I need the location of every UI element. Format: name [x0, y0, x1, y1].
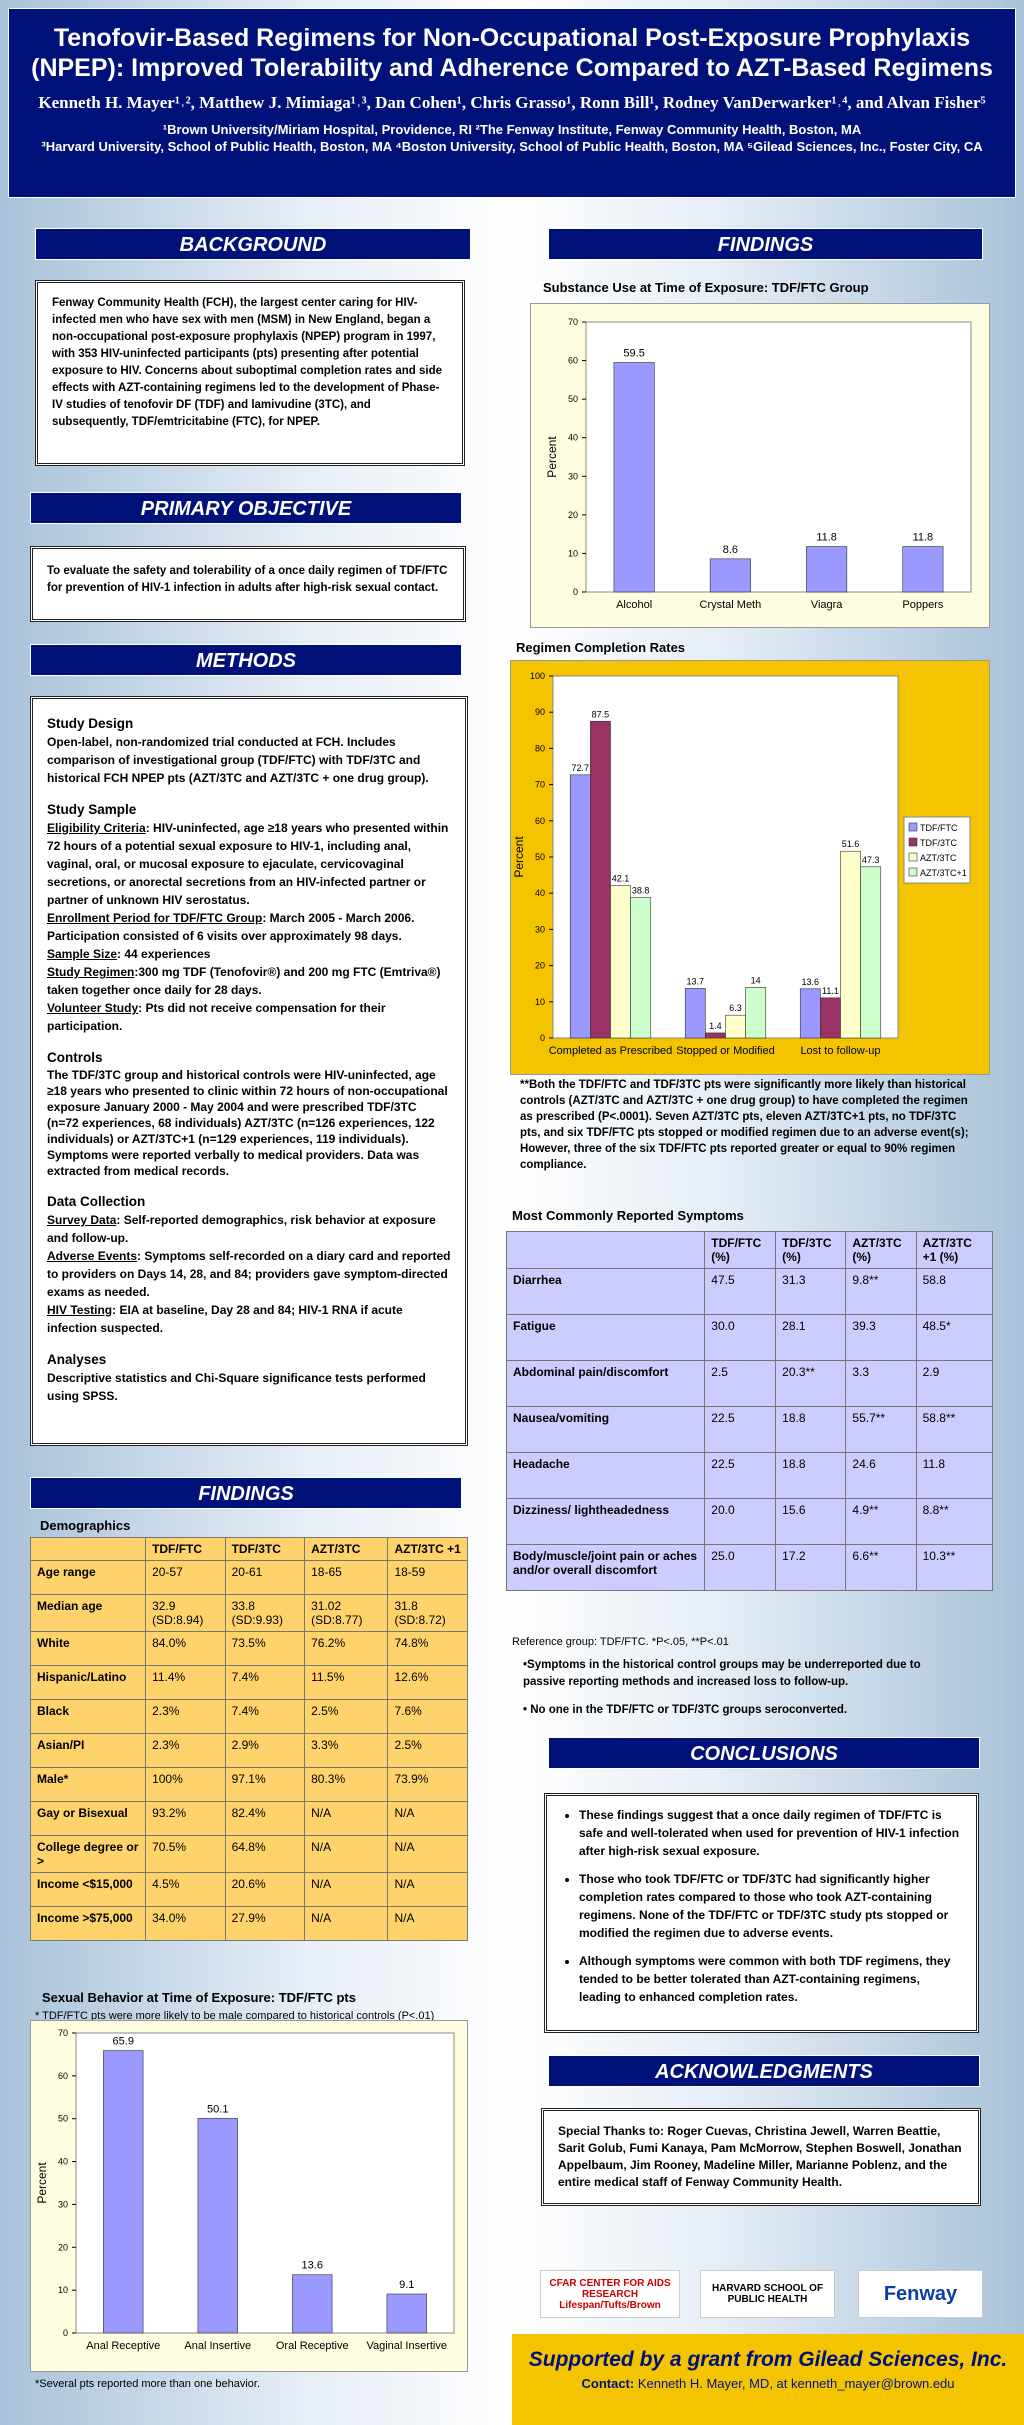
bar	[387, 2294, 427, 2333]
symptoms-bullet-2: • No one in the TDF/FTC or TDF/3TC groups seroconverted.	[523, 1704, 848, 1716]
table-cell: 58.8**	[916, 1407, 992, 1453]
findings-heading-left: FINDINGS	[30, 1477, 462, 1509]
study-design-heading: Study Design	[47, 716, 134, 731]
y-tick-label: 10	[534, 996, 545, 1007]
table-cell: 73.5%	[225, 1632, 305, 1666]
table-cell: 15.6	[776, 1499, 846, 1545]
table-header	[507, 1232, 705, 1269]
chart-completion-title: Regimen Completion Rates	[516, 640, 686, 655]
table-cell: College degree or >	[31, 1836, 146, 1873]
symptoms-table	[506, 1231, 993, 1591]
x-tick-label: Viagra	[810, 599, 843, 611]
findings-heading-right: FINDINGS	[548, 228, 983, 260]
table-cell: N/A	[305, 1802, 388, 1836]
y-tick-label: 40	[57, 2156, 68, 2167]
table-cell: 12.6%	[388, 1666, 468, 1700]
poster-header	[8, 8, 1016, 198]
table-cell: 97.1%	[225, 1768, 305, 1802]
y-tick-label: 30	[57, 2199, 68, 2210]
table-cell: 55.7**	[846, 1407, 916, 1453]
background-text: Fenway Community Health (FCH), the largest center caring for HIV-infected men who have sex with men (MSM) in New England, began a non-occupational post-exposure prophylaxis (NPEP) program in 1997, with 353 HIV-uninfected participants (pts) presenting after potential exposure to HIV. Concerns about suboptimal completion rates and side effects with AZT-containing regimens led to the development of Phase-IV studies of tenofovir DF (TDF) and lamivudine (3TC), and subsequently, TDF/emtricitabine (FTC), for NPEP.	[35, 280, 465, 466]
x-tick-label: Poppers	[902, 599, 944, 611]
table-cell: 10.3**	[916, 1545, 992, 1591]
objective-text: To evaluate the safety and tolerability of a once daily regimen of TDF/FTC for prevention of HIV-1 infection in adults after high-risk sexual contact.	[30, 546, 466, 622]
objective-heading: PRIMARY OBJECTIVE	[30, 492, 462, 524]
data-label: 8.6	[722, 543, 739, 556]
data-label: 1.4	[709, 1020, 722, 1031]
table-cell: 64.8%	[225, 1836, 305, 1873]
ack-heading: ACKNOWLEDGMENTS	[548, 2055, 980, 2087]
table-cell: 4.5%	[146, 1873, 226, 1907]
study-design-text: Open-label, non-randomized trial conducted at FCH. Includes comparison of investigational group (TDF/FTC) with TDF/3TC and historical FCH NPEP pts (AZT/3TC and AZT/3TC + one drug group).	[47, 735, 429, 785]
table-cell: 2.9	[916, 1361, 992, 1407]
table-cell: 11.4%	[146, 1666, 226, 1700]
table-row	[31, 1595, 468, 1632]
table-cell: 20.6%	[225, 1873, 305, 1907]
symptoms-caption: Most Commonly Reported Symptoms	[512, 1208, 744, 1223]
table-cell: 73.9%	[388, 1768, 468, 1802]
y-tick-label: 20	[57, 2242, 68, 2253]
data-collection-heading: Data Collection	[47, 1194, 146, 1209]
y-tick-label: 0	[572, 587, 578, 597]
table-header-row	[507, 1232, 993, 1269]
data-label: 13.6	[801, 976, 820, 987]
table-cell: 27.9%	[225, 1907, 305, 1941]
table-cell: Age range	[31, 1561, 146, 1595]
y-tick-label: 40	[567, 432, 578, 443]
table-cell: 18.8	[776, 1453, 846, 1499]
adverse-events: Adverse Events: Symptoms self-recorded on a diary card and reported to providers on Days 14, 28, and 84; providers gave symptom-directed exams as needed.	[47, 1249, 451, 1299]
table-cell: N/A	[305, 1873, 388, 1907]
y-tick-label: 30	[567, 471, 578, 482]
table-cell: 47.5	[705, 1269, 776, 1315]
legend-label: AZT/3TC+1	[920, 868, 967, 878]
y-axis-label: Percent	[512, 836, 526, 878]
table-cell: 48.5*	[916, 1315, 992, 1361]
bar	[705, 1033, 725, 1038]
data-label: 38.8	[631, 885, 650, 896]
symptoms-note: Reference group: TDF/FTC. *P<.05, **P<.01	[512, 1636, 729, 1648]
table-cell: Hispanic/Latino	[31, 1666, 146, 1700]
table-cell: 100%	[146, 1768, 226, 1802]
ack-text: Special Thanks to: Roger Cuevas, Christina Jewell, Warren Beattie, Sarit Golub, Fumi Kanaya, Pam McMorrow, Stephen Boswell, Jonathan Appelbaum, Jim Rooney, Madeline Miller, Marianne Poblenz, and the entire medical staff of Fenway Community Health.	[541, 2108, 981, 2206]
table-row	[507, 1407, 993, 1453]
data-label: 11.8	[816, 531, 837, 544]
table-cell: Diarrhea	[507, 1269, 705, 1315]
table-cell: 7.4%	[225, 1700, 305, 1734]
table-cell: 70.5%	[146, 1836, 226, 1873]
harvard-logo: HARVARD SCHOOL OF PUBLIC HEALTH	[700, 2270, 835, 2318]
table-row	[31, 1873, 468, 1907]
y-tick-label: 70	[534, 779, 545, 790]
table-row	[507, 1269, 993, 1315]
table-row	[507, 1499, 993, 1545]
table-cell: 20-57	[146, 1561, 226, 1595]
data-label: 47.3	[861, 854, 880, 865]
data-label: 59.5	[623, 347, 645, 360]
table-cell: Dizziness/ lightheadedness	[507, 1499, 705, 1545]
analyses-text: Descriptive statistics and Chi-Square significance tests performed using SPSS.	[47, 1371, 426, 1403]
data-label: 50.1	[207, 2103, 229, 2116]
bar	[631, 898, 651, 1038]
chart-sexual-behavior	[30, 2020, 468, 2372]
data-label: 9.1	[399, 2279, 415, 2291]
table-row	[507, 1453, 993, 1499]
conclusions-heading: CONCLUSIONS	[548, 1737, 980, 1769]
table-cell: 2.5%	[305, 1700, 388, 1734]
table-cell: Body/muscle/joint pain or aches and/or overall discomfort	[507, 1545, 705, 1591]
table-cell: 11.5%	[305, 1666, 388, 1700]
bar	[685, 988, 705, 1038]
legend-swatch	[909, 853, 917, 861]
demographics-caption: Demographics	[40, 1518, 131, 1533]
table-header-row	[31, 1538, 468, 1561]
data-label: 72.7	[571, 762, 590, 773]
table-cell: 20.0	[705, 1499, 776, 1545]
table-row	[31, 1768, 468, 1802]
data-label: 65.9	[112, 2035, 134, 2048]
contact-line: Contact: Kenneth H. Mayer, MD, at kenneth_mayer@brown.edu	[581, 2376, 955, 2391]
y-tick-label: 50	[534, 852, 545, 862]
table-header: TDF/3TC (%)	[776, 1232, 846, 1269]
table-cell: 22.5	[705, 1453, 776, 1499]
bar	[614, 363, 654, 593]
table-cell: 2.3%	[146, 1734, 226, 1768]
legend-swatch	[909, 868, 917, 876]
table-cell: 7.4%	[225, 1666, 305, 1700]
legend-swatch	[909, 823, 917, 831]
table-cell: 3.3	[846, 1361, 916, 1407]
fenway-logo: Fenway	[858, 2270, 983, 2318]
symptoms-bullet-1: •Symptoms in the historical control groups may be underreported due to passive reporting methods and increased loss to follow-up.	[523, 1659, 921, 1688]
bar	[726, 1015, 746, 1038]
table-cell: 80.3%	[305, 1768, 388, 1802]
table-header: AZT/3TC	[305, 1538, 388, 1561]
y-tick-label: 0	[62, 2328, 68, 2338]
bar	[611, 886, 631, 1038]
chart-substance-title: Substance Use at Time of Exposure: TDF/FTC Group	[543, 280, 869, 295]
y-tick-label: 40	[534, 888, 545, 899]
table-cell: Income >$75,000	[31, 1907, 146, 1941]
table-cell: Nausea/vomiting	[507, 1407, 705, 1453]
analyses-heading: Analyses	[47, 1352, 107, 1367]
x-tick-label: Crystal Meth	[699, 599, 762, 611]
conclusions-box	[544, 1793, 979, 2033]
table-row	[31, 1632, 468, 1666]
bar	[710, 559, 750, 592]
table-cell: 9.8**	[846, 1269, 916, 1315]
table-cell: 3.3%	[305, 1734, 388, 1768]
legend-label: TDF/3TC	[920, 838, 957, 848]
table-cell: N/A	[388, 1873, 468, 1907]
table-cell: N/A	[388, 1907, 468, 1941]
legend-label: AZT/3TC	[920, 853, 957, 863]
y-tick-label: 90	[534, 707, 545, 718]
table-cell: 2.5	[705, 1361, 776, 1407]
enrollment: Enrollment Period for TDF/FTC Group: March 2005 - March 2006. Participation consisted of 6 visits over approximately 98 days.	[47, 911, 415, 943]
bar	[861, 867, 881, 1038]
y-tick-label: 60	[567, 355, 578, 366]
authors: Kenneth H. Mayer¹˒², Matthew J. Mimiaga¹˒³, Dan Cohen¹, Chris Grasso¹, Ronn Bill¹, Rodney VanDerwarker¹˒⁴, and Alvan Fisher⁵	[38, 93, 986, 112]
data-label: 87.5	[591, 709, 610, 720]
table-cell: 11.8	[916, 1453, 992, 1499]
table-cell: Median age	[31, 1595, 146, 1632]
table-cell: 34.0%	[146, 1907, 226, 1941]
chart-substance-use	[530, 303, 990, 628]
methods-heading: METHODS	[30, 644, 462, 676]
chart-sexual-title: Sexual Behavior at Time of Exposure: TDF/FTC pts	[42, 1990, 356, 2005]
y-tick-label: 30	[534, 924, 545, 935]
volunteer-study: Volunteer Study: Pts did not receive compensation for their participation.	[47, 1001, 386, 1033]
study-regimen: Study Regimen:300 mg TDF (Tenofovir®) and 200 mg FTC (Emtriva®) taken together once daily for 28 days.	[47, 965, 441, 997]
table-cell: 22.5	[705, 1407, 776, 1453]
y-tick-label: 20	[534, 960, 545, 971]
x-tick-label: Vaginal Insertive	[366, 2340, 448, 2352]
table-cell: 31.3	[776, 1269, 846, 1315]
bar	[103, 2051, 143, 2333]
completion-note: **Both the TDF/FTC and TDF/3TC pts were significantly more likely than historical controls (AZT/3TC and AZT/3TC + one drug group) to have completed the regimen as prescribed (P<.0001). Seven AZT/3TC pts, eleven AZT/3TC+1 pts, no TDF/3TC pts, and six TDF/FTC pts stopped or modified regimen due to an adverse event(s); However, three of the six TDF/FTC pts reported greater or equal to 90% regimen compliance.	[520, 1079, 969, 1171]
table-row	[31, 1734, 468, 1768]
x-tick-label: Oral Receptive	[275, 2340, 349, 2352]
conclusion-1: • These findings suggest that a once daily regimen of TDF/FTC is safe and well-tolerated when used for prevention of HIV-1 infection after high-risk sexual exposure.	[579, 1806, 960, 1860]
y-axis-label: Percent	[545, 436, 559, 478]
table-cell: N/A	[388, 1836, 468, 1873]
eligibility: Eligibility Criteria: HIV-uninfected, age ≥18 years who presented within 72 hours of a potential sexual exposure to HIV-1, including anal, vaginal, oral, or mucosal exposure to ejaculate, cervicovaginal secretions, or anorectal secretions from an HIV-infected partner or partner of unknown HIV serostatus.	[47, 821, 449, 907]
bar	[841, 851, 861, 1038]
conclusion-3: • Although symptoms were common with both TDF regimens, they tended to be better tolerated than AZT-containing regimens, leading to enhanced completion rates.	[579, 1952, 960, 2006]
table-cell: 39.3	[846, 1315, 916, 1361]
table-cell: 31.02 (SD:8.77)	[305, 1595, 388, 1632]
table-cell: Abdominal pain/discomfort	[507, 1361, 705, 1407]
table-row	[507, 1315, 993, 1361]
sexual-note: *Several pts reported more than one behavior.	[35, 2378, 261, 2390]
y-tick-label: 70	[57, 2028, 68, 2038]
data-label: 13.6	[301, 2259, 323, 2272]
table-cell: 18-59	[388, 1561, 468, 1595]
grant-text: Supported by a grant from Gilead Sciences, Inc.	[528, 2348, 1008, 2371]
bar	[570, 775, 590, 1038]
affiliations-1: ¹Brown University/Miriam Hospital, Providence, RI ²The Fenway Institute, Fenway Community Health, Boston, MA	[162, 122, 862, 137]
data-label: 51.6	[841, 839, 860, 850]
hiv-testing: HIV Testing: EIA at baseline, Day 28 and 84; HIV-1 RNA if acute infection suspected.	[47, 1303, 403, 1335]
x-tick-label: Stopped or Modified	[676, 1045, 775, 1057]
legend-label: TDF/FTC	[920, 823, 958, 833]
table-cell: 31.8 (SD:8.72)	[388, 1595, 468, 1632]
conclusion-2: • Those who took TDF/FTC or TDF/3TC had significantly higher completion rates compared to those who took AZT-containing regimens. None of the TDF/FTC or TDF/3TC study pts stopped or modified the regimen due to adverse events.	[579, 1870, 960, 1942]
poster-title: Tenofovir-Based Regimens for Non-Occupational Post-Exposure Prophylaxis (NPEP): Improved Tolerability and Adherence Compared to AZT-Based Regimens	[31, 24, 993, 82]
table-header: AZT/3TC (%)	[846, 1232, 916, 1269]
table-header: TDF/3TC	[225, 1538, 305, 1561]
table-header	[31, 1538, 146, 1561]
table-header: AZT/3TC +1 (%)	[916, 1232, 992, 1269]
x-tick-label: Completed as Prescribed	[548, 1045, 673, 1057]
data-label: 42.1	[611, 873, 630, 884]
legend-swatch	[909, 838, 917, 846]
bar	[806, 546, 846, 592]
table-cell: 6.6**	[846, 1545, 916, 1591]
table-cell: N/A	[305, 1836, 388, 1873]
y-tick-label: 80	[534, 743, 545, 754]
table-cell: 24.6	[846, 1453, 916, 1499]
x-tick-label: Anal Receptive	[86, 2340, 161, 2352]
table-cell: 2.5%	[388, 1734, 468, 1768]
table-row	[31, 1561, 468, 1595]
table-row	[31, 1907, 468, 1941]
demographics-table	[30, 1537, 468, 1941]
y-tick-label: 70	[567, 317, 578, 327]
bar	[820, 998, 840, 1038]
bar	[746, 987, 766, 1038]
x-tick-label: Lost to follow-up	[800, 1045, 881, 1057]
data-label: 14	[750, 975, 761, 986]
y-tick-label: 0	[539, 1033, 545, 1043]
bar	[903, 546, 943, 592]
table-cell: White	[31, 1632, 146, 1666]
bar	[198, 2118, 238, 2333]
y-tick-label: 60	[57, 2070, 68, 2081]
table-cell: 84.0%	[146, 1632, 226, 1666]
table-header: AZT/3TC +1	[388, 1538, 468, 1561]
controls-text: The TDF/3TC group and historical controls were HIV-uninfected, age ≥18 years who presented to clinic within 72 hours of non-occupational exposure January 2000 - May 2004 and were prescribed TDF/3TC (n=72 experiences, 68 individuals) AZT/3TC (n=126 experiences, 122 individuals) or AZT/3TC+1 (n=129 experiences, 119 individuals). Symptoms were reported verbally to medical providers. Data was extracted from medical records.	[47, 1068, 448, 1178]
y-tick-label: 20	[567, 509, 578, 520]
table-cell: 30.0	[705, 1315, 776, 1361]
table-cell: 17.2	[776, 1545, 846, 1591]
data-label: 11.1	[822, 985, 839, 996]
table-cell: 28.1	[776, 1315, 846, 1361]
grant-panel	[512, 2334, 1024, 2425]
table-cell: Gay or Bisexual	[31, 1802, 146, 1836]
table-row	[31, 1666, 468, 1700]
table-cell: 74.8%	[388, 1632, 468, 1666]
chart-completion-rates	[510, 660, 990, 1075]
table-cell: 18-65	[305, 1561, 388, 1595]
table-cell: Asian/PI	[31, 1734, 146, 1768]
table-header: TDF/FTC (%)	[705, 1232, 776, 1269]
table-cell: 2.9%	[225, 1734, 305, 1768]
affiliations-2: ³Harvard University, School of Public Health, Boston, MA ⁴Boston University, School of Public Health, Boston, MA ⁵Gilead Sciences, Inc., Foster City, CA	[41, 139, 983, 154]
data-label: 6.3	[729, 1003, 742, 1014]
methods-box	[30, 696, 468, 1446]
table-row	[31, 1802, 468, 1836]
data-label: 13.7	[686, 976, 705, 987]
sample-size: Sample Size: 44 experiences	[47, 947, 211, 961]
y-tick-label: 10	[567, 548, 578, 559]
table-cell: 20-61	[225, 1561, 305, 1595]
survey-data: Survey Data: Self-reported demographics, risk behavior at exposure and follow-up.	[47, 1213, 436, 1245]
table-cell: 58.8	[916, 1269, 992, 1315]
table-header: TDF/FTC	[146, 1538, 226, 1561]
x-tick-label: Alcohol	[616, 599, 653, 611]
y-axis-label: Percent	[35, 2162, 49, 2204]
bar	[800, 989, 820, 1038]
table-row	[31, 1700, 468, 1734]
table-cell: Headache	[507, 1453, 705, 1499]
table-cell: Black	[31, 1700, 146, 1734]
table-row	[507, 1361, 993, 1407]
table-row	[507, 1545, 993, 1591]
y-tick-label: 10	[57, 2285, 68, 2296]
y-tick-label: 50	[567, 394, 578, 405]
bar	[292, 2275, 332, 2333]
table-cell: 25.0	[705, 1545, 776, 1591]
data-label: 11.8	[912, 531, 934, 544]
table-cell: 93.2%	[146, 1802, 226, 1836]
cfar-logo: CFAR CENTER FOR AIDS RESEARCH Lifespan/Tufts/Brown	[540, 2270, 680, 2318]
y-tick-label: 60	[534, 815, 545, 826]
table-cell: 32.9 (SD:8.94)	[146, 1595, 226, 1632]
controls-heading: Controls	[47, 1050, 103, 1065]
bar	[590, 721, 610, 1038]
y-tick-label: 100	[529, 671, 545, 681]
table-cell: 2.3%	[146, 1700, 226, 1734]
background-heading: BACKGROUND	[35, 228, 471, 260]
table-cell: 76.2%	[305, 1632, 388, 1666]
table-cell: 18.8	[776, 1407, 846, 1453]
y-tick-label: 50	[57, 2113, 68, 2124]
table-cell: N/A	[388, 1802, 468, 1836]
table-row	[31, 1836, 468, 1873]
table-cell: 8.8**	[916, 1499, 992, 1545]
table-cell: Male*	[31, 1768, 146, 1802]
table-cell: 33.8 (SD:9.93)	[225, 1595, 305, 1632]
table-cell: Income <$15,000	[31, 1873, 146, 1907]
study-sample-heading: Study Sample	[47, 802, 137, 817]
table-cell: N/A	[305, 1907, 388, 1941]
table-cell: 4.9**	[846, 1499, 916, 1545]
table-cell: 82.4%	[225, 1802, 305, 1836]
demographics-note: * TDF/FTC pts were more likely to be male compared to historical controls (P<.01)	[35, 2010, 435, 2022]
table-cell: 20.3**	[776, 1361, 846, 1407]
x-tick-label: Anal Insertive	[184, 2340, 252, 2352]
table-cell: 7.6%	[388, 1700, 468, 1734]
table-cell: Fatigue	[507, 1315, 705, 1361]
